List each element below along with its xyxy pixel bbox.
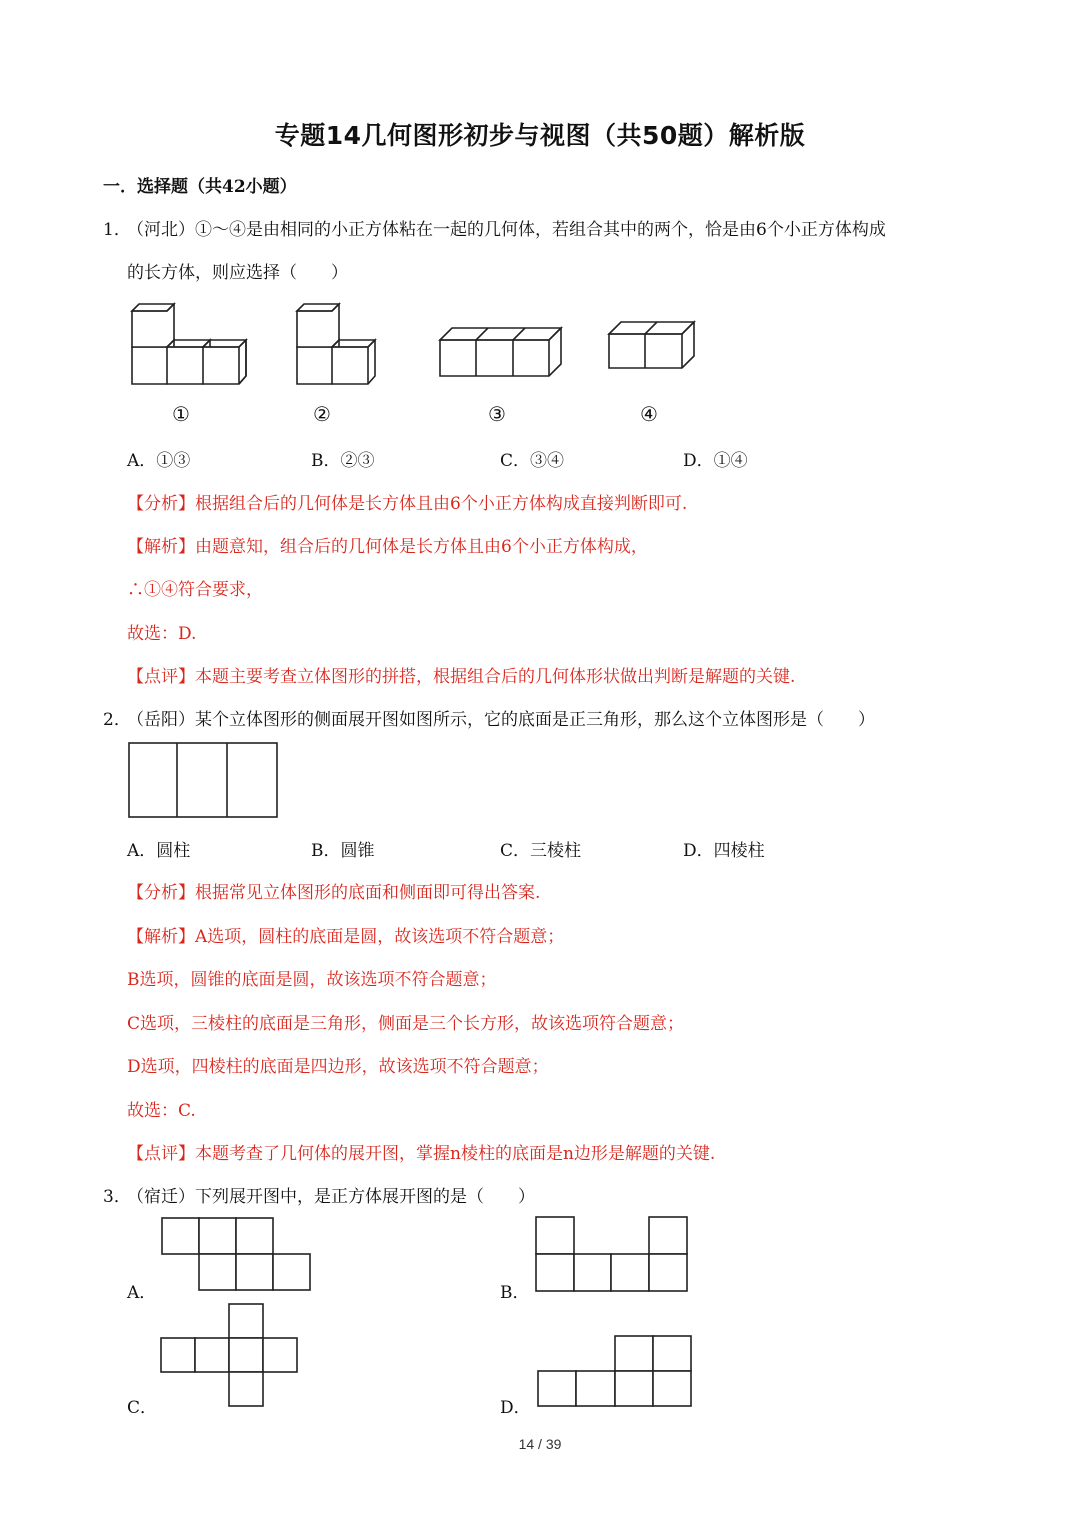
q1-figure-label-1: ① [172, 402, 190, 426]
q3-net-a [160, 1216, 312, 1292]
q2-option-b: B．圆锥 [311, 841, 375, 861]
q2-number: 2． [103, 710, 131, 730]
q1-comment: 【点评】本题主要考查立体图形的拼搭，根据组合后的几何体形状做出判断是解题的关键. [127, 667, 796, 687]
q3-option-a: A． [127, 1283, 157, 1303]
q2-option-a: A．圆柱 [127, 841, 191, 861]
q1-answer: 故选：D. [127, 624, 197, 644]
q1-text-line2: 的长方体，则应选择（ ） [127, 263, 348, 283]
q2-text: （岳阳）某个立体图形的侧面展开图如图所示，它的底面是正三角形，那么这个立体图形是（ ） [127, 710, 875, 730]
q1-analysis: 【分析】根据组合后的几何体是长方体且由6个小正方体构成直接判断即可. [127, 494, 688, 514]
q2-solution-line: B选项，圆锥的底面是圆，故该选项不符合题意； [127, 970, 497, 990]
q3-net-c [159, 1302, 299, 1408]
q2-solution-line: 【解析】A选项，圆柱的底面是圆，故该选项不符合题意； [127, 927, 565, 947]
q1-solution-line: ∴①④符合要求， [127, 580, 263, 600]
page-title: 专题14几何图形初步与视图（共50题）解析版 [274, 121, 806, 150]
q2-solution-line: D选项，四棱柱的底面是四边形，故该选项不符合题意； [127, 1057, 549, 1077]
q1-figure-label-2: ② [313, 402, 331, 426]
q2-analysis: 【分析】根据常见立体图形的底面和侧面即可得出答案. [127, 883, 541, 903]
section-heading: 一．选择题（共42小题） [103, 177, 297, 197]
q2-solution-line: C选项，三棱柱的底面是三角形，侧面是三个长方形，故该选项符合题意； [127, 1014, 685, 1034]
q1-number: 1． [103, 220, 131, 240]
q3-net-b [534, 1215, 690, 1293]
q2-answer: 故选：C. [127, 1101, 196, 1121]
q3-number: 3． [103, 1187, 131, 1207]
q1-solution-line: 【解析】由题意知，组合后的几何体是长方体且由6个小正方体构成， [127, 537, 648, 557]
q3-text: （宿迁）下列展开图中，是正方体展开图的是（ ） [127, 1187, 535, 1207]
q2-figure-net [128, 742, 280, 820]
q1-option-d: D．①④ [683, 451, 748, 471]
q1-option-c: C．③④ [500, 451, 565, 471]
page-number: 14 / 39 [518, 1436, 562, 1452]
q1-text-line1: （河北）①～④是由相同的小正方体粘在一起的几何体，若组合其中的两个，恰是由6个小正方体构成 [127, 220, 886, 240]
q1-figure-label-3: ③ [488, 402, 506, 426]
q1-option-b: B．②③ [311, 451, 375, 471]
q1-figure-label-4: ④ [640, 402, 658, 426]
q1-figure-1 [125, 300, 260, 390]
q1-option-a: A．①③ [127, 451, 191, 471]
q1-figure-3 [435, 322, 575, 382]
q2-option-d: D．四棱柱 [683, 841, 765, 861]
q1-figure-4 [605, 318, 705, 378]
q1-figure-2 [290, 300, 390, 390]
q3-option-b: B． [500, 1283, 530, 1303]
q3-option-d: D． [500, 1398, 531, 1418]
q2-comment: 【点评】本题考查了几何体的展开图，掌握n棱柱的底面是n边形是解题的关键. [127, 1144, 716, 1164]
q3-option-c: C． [127, 1398, 158, 1418]
q3-net-d [535, 1334, 695, 1408]
q2-option-c: C．三棱柱 [500, 841, 582, 861]
